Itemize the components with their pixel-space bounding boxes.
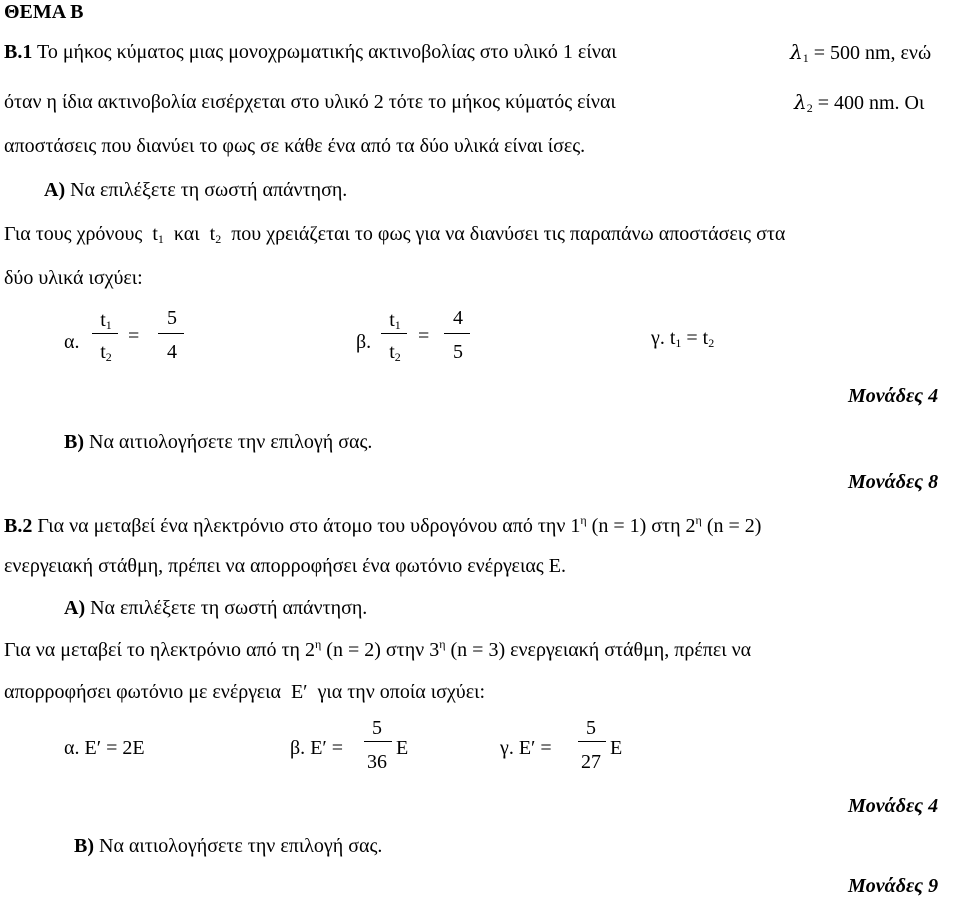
b2-option-b-lhs: E′ = [310,737,344,759]
b1-option-a-bar2 [158,333,184,334]
b1-option-b-den-var: $t_2$ [389,341,401,364]
b1-option-b-num: 4 [453,307,463,329]
b1-question-part3: που χρειάζεται το φως για να διανύσει τις παραπάνω αποστάσεις στα [231,223,786,245]
b2-line1 [4,514,761,536]
b2-option-c-label: γ. [500,737,514,759]
b2-sup-eta-4: η [439,637,446,651]
b2-option-c-den: 27 [581,751,601,773]
b1-part-b [64,432,372,452]
b1-option-b-bar2 [444,333,470,334]
b2-line1-part3: (n = 2) [706,515,762,537]
b1-option-a-num: 5 [167,307,177,329]
b1-option-b-bar1 [381,333,407,334]
b1-line2-text: όταν η ίδια ακτινοβολία εισέρχεται στο υλικό 2 τότε το μήκος κύματός είναι [4,91,616,113]
b2-option-c-bar [578,741,606,742]
b2-option-c-rhs: E [610,737,623,759]
b2-question-part1: Για να μεταβεί το ηλεκτρόνιο από τη 2 [4,639,316,661]
b1-line1-text: Το μήκος κύματος μιας μονοχρωματικής ακτινοβολίας στο υλικό 1 είναι [36,41,617,63]
b2-option-c-num: 5 [586,717,596,739]
b2-option-b-left [290,738,343,758]
b2-line2: ενεργειακή στάθμη, πρέπει να απορροφήσει ένα φωτόνιο ενέργειας Ε. [4,555,566,577]
b2-question-part2: (n = 2) στην 3 [326,639,440,661]
b1-option-a-label: α. [64,331,80,353]
b2-option-b-bar [364,741,392,742]
b2-option-b-num: 5 [372,717,382,739]
b1-option-a-num-var: $t_1$ [100,309,112,332]
b1-units-a: Μονάδες 4 [848,385,939,407]
b2-question-line1 [4,638,751,660]
b2-sup-eta-3: η [315,637,322,651]
b2-part-a-text: Να επιλέξετε τη σωστή απάντηση. [90,597,368,619]
b2-label: Β.2 [4,515,33,537]
lambda1-value: = 500 nm [813,42,891,64]
b1-part-a-text: Να επιλέξετε τη σωστή απάντηση. [70,179,348,201]
b1-question-part1: Για τους χρόνους [4,223,143,245]
b1-line3: αποστάσεις που διανύει το φως σε κάθε ένα από τα δύο υλικά είναι ίσες. [4,135,586,157]
b1-line1 [4,42,617,62]
b2-part-a-label: Α) [64,597,86,619]
b2-option-a-label: α. [64,737,80,759]
b2-question2-part2: για την οποία ισχύει: [317,681,486,703]
b2-question2-part1: απορροφήσει φωτόνιο με ενέργεια [4,681,281,703]
b1-line2-end: . Οι [894,92,925,114]
b2-line2-text: ενεργειακή στάθμη, πρέπει να απορροφήσει ένα φωτόνιο ενέργειας [4,555,544,577]
b2-part-a [64,598,367,618]
b1-part-a-label: Α) [44,179,66,201]
b2-energy-symbol: Ε [548,555,561,577]
b1-option-b-den: 5 [453,341,463,363]
b1-part-b-text: Να αιτιολογήσετε την επιλογή σας. [89,431,373,453]
b2-option-b-den: 36 [367,751,387,773]
b2-option-c-lhs: E′ = [518,737,552,759]
b1-option-a-den: 4 [167,341,177,363]
b2-sup-eta-2: η [695,513,702,527]
b1-part-b-label: Β) [64,431,84,453]
b1-option-a-bar1 [92,333,118,334]
b2-units-a: Μονάδες 4 [848,795,939,817]
b1-lambda1: $\lambda_1 = 500$ nm, ενώ [790,40,932,65]
b1-option-a-equals: = [128,325,140,347]
heading: ΘΕΜΑ Β [4,1,84,23]
b2-part-b-text: Να αιτιολογήσετε την επιλογή σας. [99,835,383,857]
b1-question-part2: και [173,223,200,245]
b1-units-b: Μονάδες 8 [848,471,939,493]
lambda2-value: = 400 nm [817,92,895,114]
b1-option-b-num-var: $t_1$ [389,309,401,332]
b2-sup-eta-1: η [580,513,587,527]
b1-line1-end: , ενώ [890,42,932,64]
b2-question-part3: (n = 3) ενεργειακή στάθμη, πρέπει να [450,639,752,661]
b2-question-line2: απορροφήσει φωτόνιο με ενέργεια E′ για την οποία ισχύει: [4,681,486,703]
b1-question-line2: δύο υλικά ισχύει: [4,267,143,289]
b2-option-a [64,738,145,758]
b2-option-b-label: β. [290,737,306,759]
b2-line1-part2: (n = 1) στη 2 [591,515,696,537]
b2-part-b-label: Β) [74,835,94,857]
b1-question-line1: Για τους χρόνους $t_1$ και $t_2$ που χρειάζεται το φως για να διανύσει τις παραπάνω αποστάσεις στα [4,223,786,246]
b2-units-b: Μονάδες 9 [848,875,939,897]
b1-option-a-den-var: $t_2$ [100,341,112,364]
b2-option-a-eq: E′ = 2E [84,737,145,759]
b2-line1-part1: Για να μεταβεί ένα ηλεκτρόνιο στο άτομο του υδρογόνου από την 1 [37,515,581,537]
b1-option-c-label: γ. [651,327,665,349]
b1-option-b-label: β. [356,331,372,353]
b1-label: Β.1 [4,41,33,63]
b1-lambda2: $\lambda_2 = 400$ nm. Οι [794,90,925,115]
b2-part-b [74,836,382,856]
b2-option-c-left [500,738,552,758]
b1-option-c: γ. $t_1 = t_2$ [651,327,715,350]
b1-part-a [44,180,347,200]
b1-option-b-equals: = [418,325,430,347]
b2-option-b-rhs: E [396,737,409,759]
